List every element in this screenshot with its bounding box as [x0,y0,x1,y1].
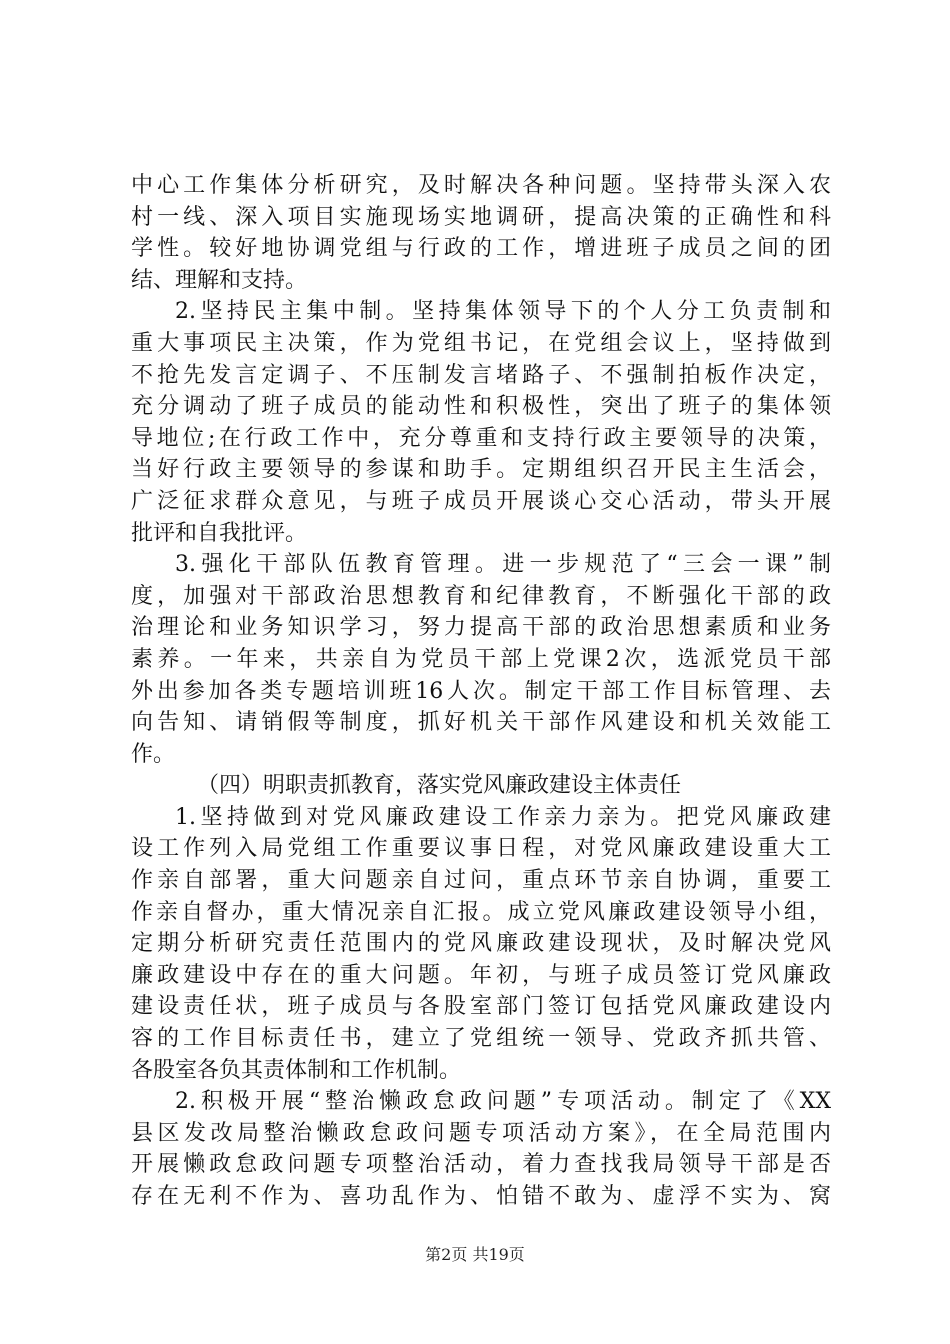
page-footer: 第2页 共19页 [425,1245,525,1264]
text-line: 广泛征求群众意见，与班子成员开展谈心交心活动，带头开展 [131,488,831,514]
body-text [131,170,831,1213]
text-line: 批评和自我批评。 [131,520,308,546]
text-line: 村一线、深入项目实施现场实地调研，提高决策的正确性和科 [131,204,831,230]
text-line: 向告知、请销假等制度，抓好机关干部作风建设和机关效能工 [131,710,831,736]
text-line: 开展懒政怠政问题专项整治活动，着力查找我局领导干部是否 [131,1152,831,1178]
text-line: 作亲自督办，重大情况亲自汇报。成立党风廉政建设领导小组， [131,899,831,925]
text-line: 不抢先发言定调子、不压制发言堵路子、不强制拍板作决定， [131,362,831,388]
text-line: 度，加强对干部政治思想教育和纪律教育，不断强化干部的政 [131,583,831,609]
text-line: 导地位;在行政工作中，充分尊重和支持行政主要领导的决策， [131,425,831,451]
text-line: 2.积极开展“整治懒政怠政问题”专项活动。制定了《XX [175,1089,831,1115]
text-line: 设工作列入局党组工作重要议事日程，对党风廉政建设重大工 [131,836,831,862]
text-line: 治理论和业务知识学习，努力提高干部的政治思想素质和业务 [131,615,831,641]
text-line: 中心工作集体分析研究，及时解决各种问题。坚持带头深入农 [131,173,831,198]
text-line: 素养。一年来，共亲自为党员干部上党课2次，选派党员干部 [131,646,831,672]
text-line: 存在无利不作为、喜功乱作为、怕错不敢为、虚浮不实为、窝 [131,1184,831,1209]
text-line: 作。 [131,741,176,767]
text-line: 充分调动了班子成员的能动性和积极性，突出了班子的集体领 [131,394,831,420]
text-line: 重大事项民主决策，作为党组书记，在党组会议上，坚持做到 [131,330,831,356]
text-line: 学性。较好地协调党组与行政的工作，增进班子成员之间的团 [131,236,831,262]
text-line: 外出参加各类专题培训班16人次。制定干部工作目标管理、去 [131,678,831,704]
text-line: 2.坚持民主集中制。坚持集体领导下的个人分工负责制和 [175,299,831,325]
section-heading: （四）明职责抓教育，落实党风廉政建设主体责任 [197,773,682,799]
text-line: 3.强化干部队伍教育管理。进一步规范了“三会一课”制 [175,552,831,578]
text-line: 当好行政主要领导的参谋和助手。定期组织召开民主生活会， [131,457,831,483]
text-line: 廉政建设中存在的重大问题。年初，与班子成员签订党风廉政 [131,962,831,988]
text-line: 建设责任状，班子成员与各股室部门签订包括党风廉政建设内 [131,994,831,1020]
text-line: 各股室各负其责体制和工作机制。 [131,1057,462,1083]
text-line: 容的工作目标责任书，建立了党组统一领导、党政齐抓共管、 [131,1026,831,1052]
text-line: 定期分析研究责任范围内的党风廉政建设现状，及时解决党风 [131,931,831,957]
text-line: 1.坚持做到对党风廉政建设工作亲力亲为。把党风廉政建 [175,804,831,830]
text-line: 结、理解和支持。 [131,267,308,293]
text-line: 县区发改局整治懒政怠政问题专项活动方案》，在全局范围内 [131,1120,831,1146]
text-line: 作亲自部署，重大问题亲自过问，重点环节亲自协调，重要工 [131,868,831,894]
